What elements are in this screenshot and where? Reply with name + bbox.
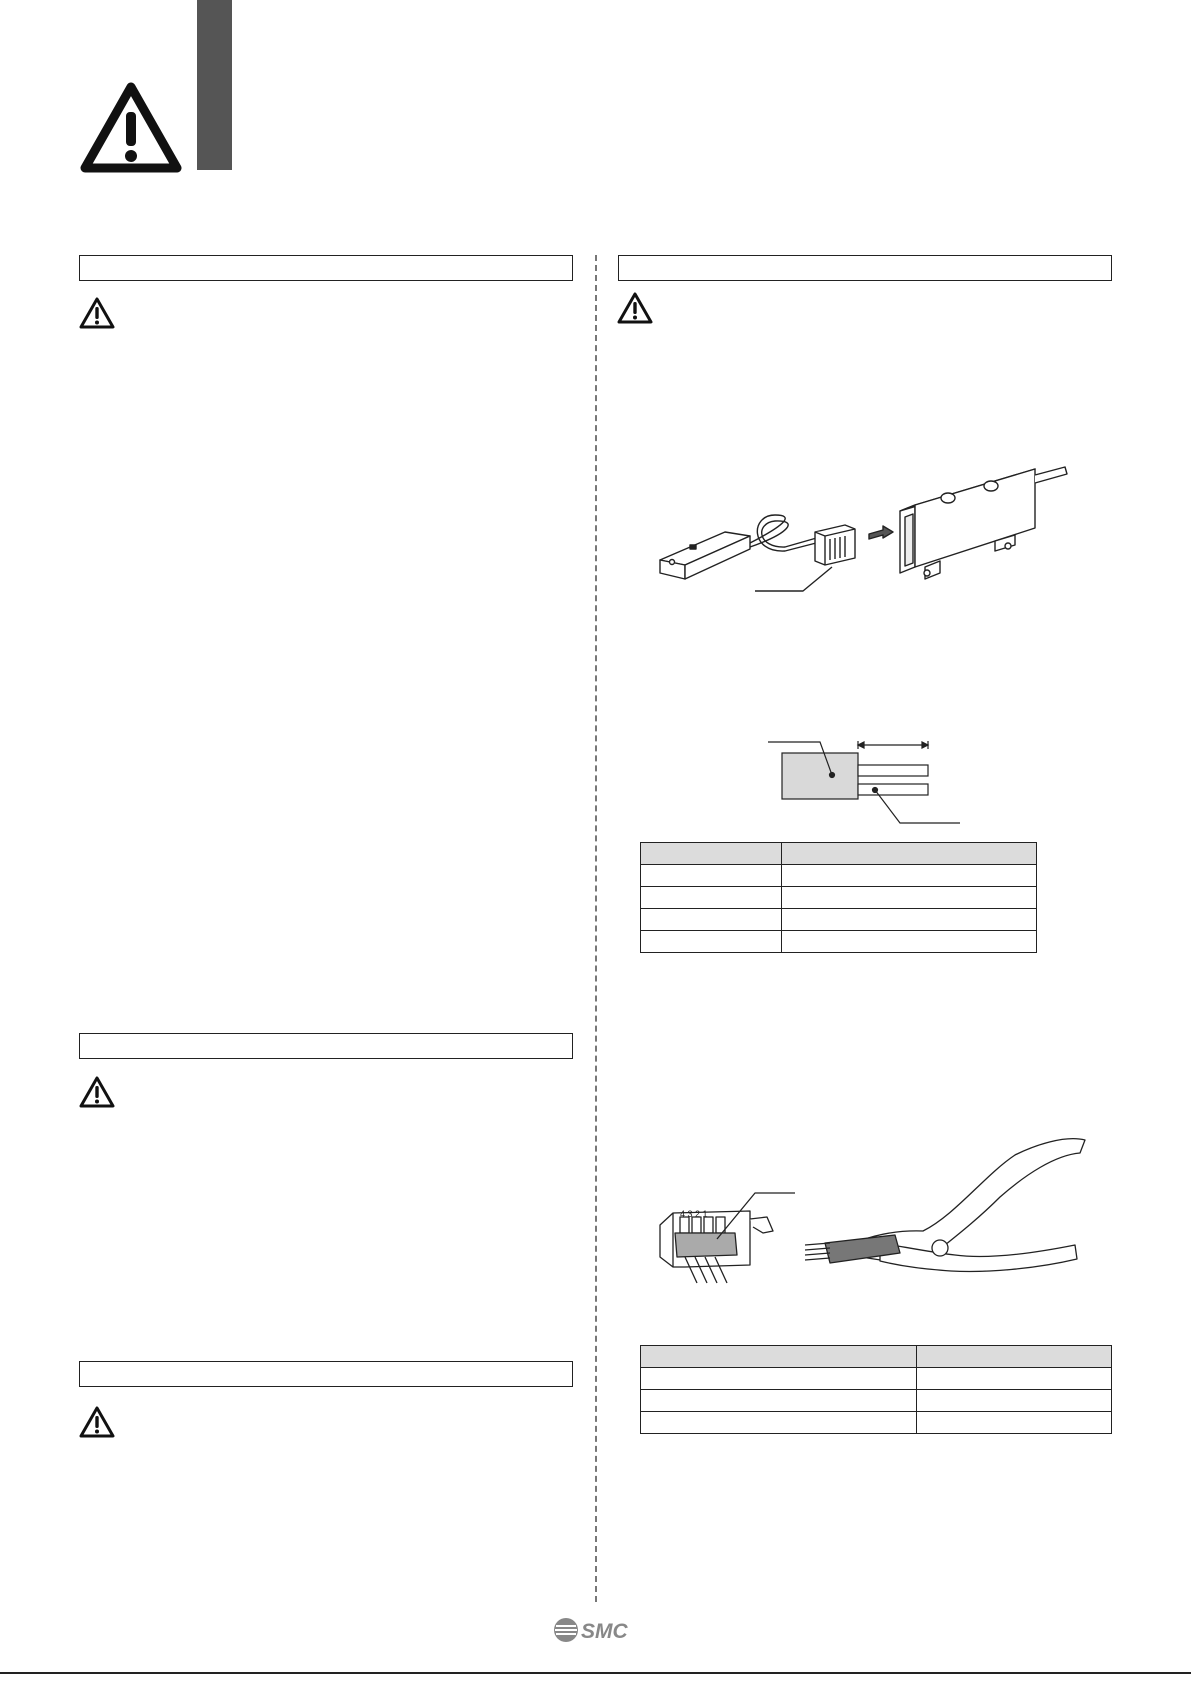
smc-logo-icon — [553, 1615, 637, 1645]
header-band — [197, 0, 232, 170]
table-cell — [917, 1412, 1112, 1434]
table-header-cell — [782, 843, 1037, 865]
table-cell — [641, 887, 782, 909]
table-row — [641, 931, 1037, 953]
table-cell — [782, 865, 1037, 887]
column-divider — [595, 255, 597, 1602]
svg-text:4 3 2 1: 4 3 2 1 — [680, 1209, 708, 1219]
warning-triangle-icon — [78, 296, 116, 330]
section-heading-1 — [79, 255, 573, 281]
table-cell — [917, 1368, 1112, 1390]
table-cell — [917, 1390, 1112, 1412]
connector-and-pliers-illustration — [655, 1135, 1095, 1285]
sensor-amplifier-illustration — [655, 455, 1075, 615]
bottom-rule — [0, 1672, 1191, 1674]
table-row — [641, 1368, 1112, 1390]
spec-table-1 — [640, 842, 1037, 953]
table-header-cell — [917, 1346, 1112, 1368]
table-header-cell — [641, 1346, 917, 1368]
spec-table-2 — [640, 1345, 1112, 1434]
section-heading-right — [618, 255, 1112, 281]
warning-triangle-icon — [78, 1075, 116, 1109]
logo-text: SMC — [581, 1620, 628, 1643]
table-cell — [782, 887, 1037, 909]
warning-triangle-icon — [80, 82, 182, 174]
table-row — [641, 1412, 1112, 1434]
smc-logo — [553, 1615, 637, 1645]
table-row — [641, 1390, 1112, 1412]
table-row — [641, 865, 1037, 887]
table-header-row — [641, 1346, 1112, 1368]
warning-triangle-icon — [78, 1405, 116, 1439]
table-row — [641, 887, 1037, 909]
table-cell — [641, 909, 782, 931]
table-cell — [641, 931, 782, 953]
table-header-cell — [641, 843, 782, 865]
table-cell — [782, 909, 1037, 931]
table-cell — [641, 1390, 917, 1412]
wire-strip-diagram — [765, 735, 965, 830]
section-heading-3 — [79, 1361, 573, 1387]
table-header-row — [641, 843, 1037, 865]
section-heading-2 — [79, 1033, 573, 1059]
table-cell — [782, 931, 1037, 953]
table-cell — [641, 865, 782, 887]
table-cell — [641, 1412, 917, 1434]
table-cell — [641, 1368, 917, 1390]
table-row — [641, 909, 1037, 931]
warning-triangle-icon — [616, 291, 654, 325]
